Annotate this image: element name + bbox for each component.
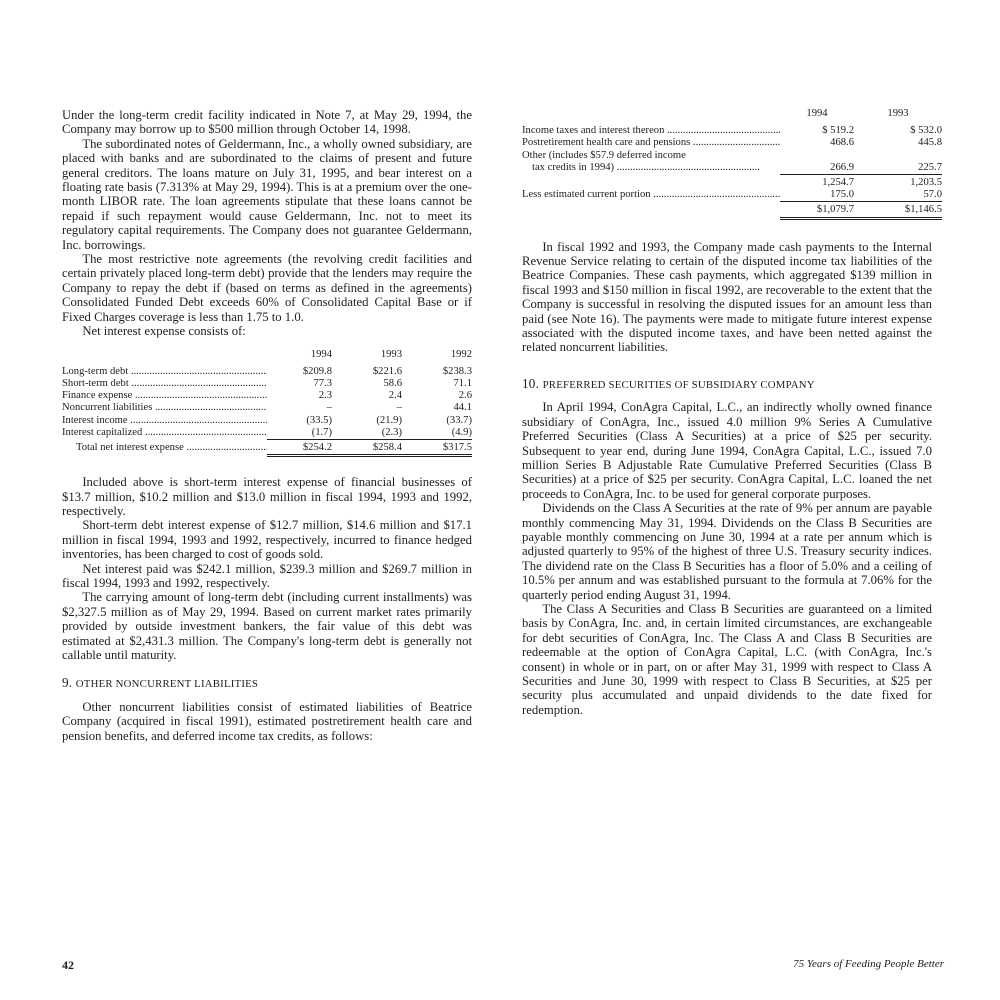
cell-value: (4.9) <box>402 427 472 440</box>
section-9-heading <box>62 676 472 691</box>
row-label: Total net interest expense <box>76 442 184 454</box>
row-label: Interest income <box>62 414 128 426</box>
table-header-row <box>62 349 472 366</box>
cell-value: (21.9) <box>376 414 402 426</box>
table-row <box>522 162 942 175</box>
cell-value: 175.0 <box>780 189 854 202</box>
carrying-amount-paragraph: The carrying amount of long-term debt (including current installments) was $2,327.5 million as of May 29, 1994. Based on current market rates primarily provided by outside investment bankers, the fair value of this debt was estimated at $2,431.3 million. The Company's long-term debt is generally not callable until maturity. <box>62 590 472 662</box>
cell-value: 468.6 <box>830 137 854 149</box>
year-header: 1993 <box>380 348 402 360</box>
section-10-heading <box>522 377 932 392</box>
net-interest-paid-paragraph: Net interest paid was $242.1 million, $239.3 million and $269.7 million in fiscal 1994, 1993 and 1992, respectively. <box>62 561 472 590</box>
cell-value: $209.8 <box>302 365 332 377</box>
table-row <box>62 427 472 440</box>
cell-value: $ 532.0 <box>910 125 942 137</box>
cell-value: 1,203.5 <box>910 177 942 189</box>
credit-facility-paragraph: Under the long-term credit facility indicated in Note 7, at May 29, 1994, the Company may borrow up to $500 million through October 14, 1998. <box>62 108 472 137</box>
cell-value: 2.6 <box>458 390 472 402</box>
row-label: Less estimated current portion <box>522 189 651 201</box>
cell-value: (1.7) <box>267 427 332 440</box>
cell-value: (33.7) <box>446 414 472 426</box>
table-row <box>62 366 472 378</box>
dividends-paragraph: Dividends on the Class A Securities at the rate of 9% per annum are payable monthly commencing May 31, 1994. Dividends on the Class B Securities are payable monthly commencing on June 30, 1994 at a rate per annum which is adjusted quarterly to 95% of the highest of three U.S. Treasury security indices. The dividend rate on the Class B Securities has a floor of 5.0% and a ceiling of 10.5% per annum and was established pursuant to the formula at 7.06% for the quarterly period ending August 31, 1994. <box>522 501 932 602</box>
section-title: OTHER NONCURRENT LIABILITIES <box>75 678 259 691</box>
cell-value: (2.3) <box>332 427 402 440</box>
cell-value: 71.1 <box>453 377 472 389</box>
running-footer: 75 Years of Feeding People Better <box>793 958 944 970</box>
row-label: Long-term debt <box>62 365 129 377</box>
table-row <box>62 390 472 402</box>
short-term-interest-paragraph: Included above is short-term interest expense of financial businesses of $13.7 million, $10.2 million and $13.0 million in fiscal 1994, 1993 and 1992, respectively. <box>62 475 472 518</box>
interest-table-intro: Net interest expense consists of: <box>82 324 246 339</box>
table-header-row <box>522 108 942 125</box>
cell-value: 445.8 <box>918 137 942 149</box>
year-header: 1993 <box>887 108 909 119</box>
subordinated-notes-paragraph: The subordinated notes of Geldermann, Inc., a wholly owned subsidiary, are placed with banks and are subordinated to the claims of present and future general creditors. The loans mature on July 31, 1995, and bear interest on a floating rate basis (7.313% at May 29, 1994). This is at a premium over the one-month LIBOR rate. The loan agreements stipulate that these loans cannot be repaid if such repayment would cause Geldermann, Inc. not to meet its regulatory capital requirements. The Company does not guarantee Geldermann, Inc. borrowings. <box>62 136 472 252</box>
row-label: Income taxes and interest thereon <box>522 125 665 137</box>
noncurrent-liabilities-paragraph: Other noncurrent liabilities consist of estimated liabilities of Beatrice Company (acquired in fiscal 1991), estimated postretirement health care and pension benefits, and deferred income tax credits, as follows: <box>62 699 472 743</box>
row-label: tax credits in 1994) <box>532 162 615 174</box>
cell-value: 2.3 <box>318 390 332 402</box>
row-label: Other (includes $57.9 deferred income <box>522 149 686 161</box>
cell-value: $317.5 <box>402 439 472 455</box>
cell-value: $ 519.2 <box>822 125 854 137</box>
net-interest-expense-table <box>62 349 472 458</box>
cell-value: $221.6 <box>372 365 402 377</box>
left-column <box>62 108 472 743</box>
table-row <box>522 150 942 162</box>
cell-value: 57.0 <box>854 189 942 202</box>
table-total-row <box>522 202 942 218</box>
row-label: Short-term debt <box>62 377 129 389</box>
section-number: 10. <box>522 375 540 391</box>
cell-value: 1,254.7 <box>822 177 854 189</box>
restrictive-agreements-paragraph: The most restrictive note agreements (the revolving credit facilities and certain privately placed long-term debt) provide that the lenders may require the Company to repay the debt if (based on terms as defined in the agreements) Consolidated Funded Debt exceeds 60% of Consolidated Capital Base or if Fixed Charges coverage is less than 1.75 to 1.0. <box>62 252 472 324</box>
table-row <box>62 415 472 427</box>
year-header: 1994 <box>310 348 332 360</box>
cell-value: – <box>396 402 402 414</box>
cell-value: (33.5) <box>306 414 332 426</box>
cell-value: 266.9 <box>780 162 854 175</box>
cell-value: $238.3 <box>442 365 472 377</box>
subtotal-row <box>522 175 942 190</box>
noncurrent-liabilities-table <box>522 108 942 220</box>
hedged-inventories-paragraph: Short-term debt interest expense of $12.7 million, $14.6 million and $17.1 million in fiscal 1994, 1993 and 1992, respectively, incurred to finance hedged inventories, has been charged to cost of goods sold. <box>62 518 472 562</box>
cell-value: 44.1 <box>453 402 472 414</box>
right-column <box>522 108 942 717</box>
cell-value: – <box>326 402 332 414</box>
section-title: PREFERRED SECURITIES OF SUBSIDIARY COMPANY <box>542 378 815 391</box>
table-row <box>62 378 472 390</box>
cell-value: $1,079.7 <box>780 202 854 218</box>
table-total-row <box>62 439 472 455</box>
cell-value: $1,146.5 <box>854 202 942 218</box>
cell-value: 2.4 <box>388 390 402 402</box>
year-header: 1994 <box>806 108 828 119</box>
irs-payments-paragraph: In fiscal 1992 and 1993, the Company made cash payments to the Internal Revenue Service relating to certain of the disputed income tax liabilities of the Beatrice Companies. These cash payments, which aggregated $139 million in fiscal 1993 and $150 million in fiscal 1992, are recoverable to the extent that the Company is successful in resolving the disputed issues for an amount less than paid (see Note 16). The payments were made to mitigate future interest expense associated with the disputed income taxes, and have been netted against the related noncurrent liabilities. <box>522 239 932 355</box>
preferred-securities-paragraph: In April 1994, ConAgra Capital, L.C., an indirectly wholly owned finance subsidiary of ConAgra, Inc., issued 4.0 million 9% Series A Cumulative Preferred Securities (Class A Securities) at a price of $25 per security. Subsequent to year end, during June 1994, ConAgra Capital, L.C., issued 7.0 million Series B Adjustable Rate Cumulative Preferred Securities (Class B Securities) at a price of $25 per security. ConAgra Capital, L.C. loaned the net proceeds to ConAgra, Inc. to be used for general corporate purposes. <box>522 400 932 501</box>
table-row <box>522 189 942 202</box>
table-row <box>522 125 942 137</box>
cell-value: 77.3 <box>313 377 332 389</box>
year-header: 1992 <box>450 348 472 360</box>
row-label: Interest capitalized <box>62 426 143 438</box>
page-number: 42 <box>62 958 74 972</box>
table-row <box>62 402 472 414</box>
cell-value: 58.6 <box>383 377 402 389</box>
section-number: 9. <box>62 675 73 691</box>
row-label: Postretirement health care and pensions <box>522 137 691 149</box>
redemption-paragraph: The Class A Securities and Class B Securities are guaranteed on a limited basis by ConAgra, Inc. and, in certain limited circumstances, are exchangeable for debt securities of ConAgra, Inc. The Class A and Class B Securities are redeemable at the option of ConAgra Capital, L.C. (with ConAgra, Inc.'s consent) in whole or in part, on or after May 31, 1999 with respect to Class A Securities and June 30, 1999 with respect to Class B Securities, at $25 per security plus accumulated and unpaid dividends to the date fixed for redemption. <box>522 601 932 717</box>
row-label: Finance expense <box>62 390 133 402</box>
table-row <box>522 137 942 149</box>
row-label: Noncurrent liabilities <box>62 402 153 414</box>
cell-value: $254.2 <box>267 439 332 455</box>
cell-value: 225.7 <box>854 162 942 175</box>
cell-value: $258.4 <box>332 439 402 455</box>
